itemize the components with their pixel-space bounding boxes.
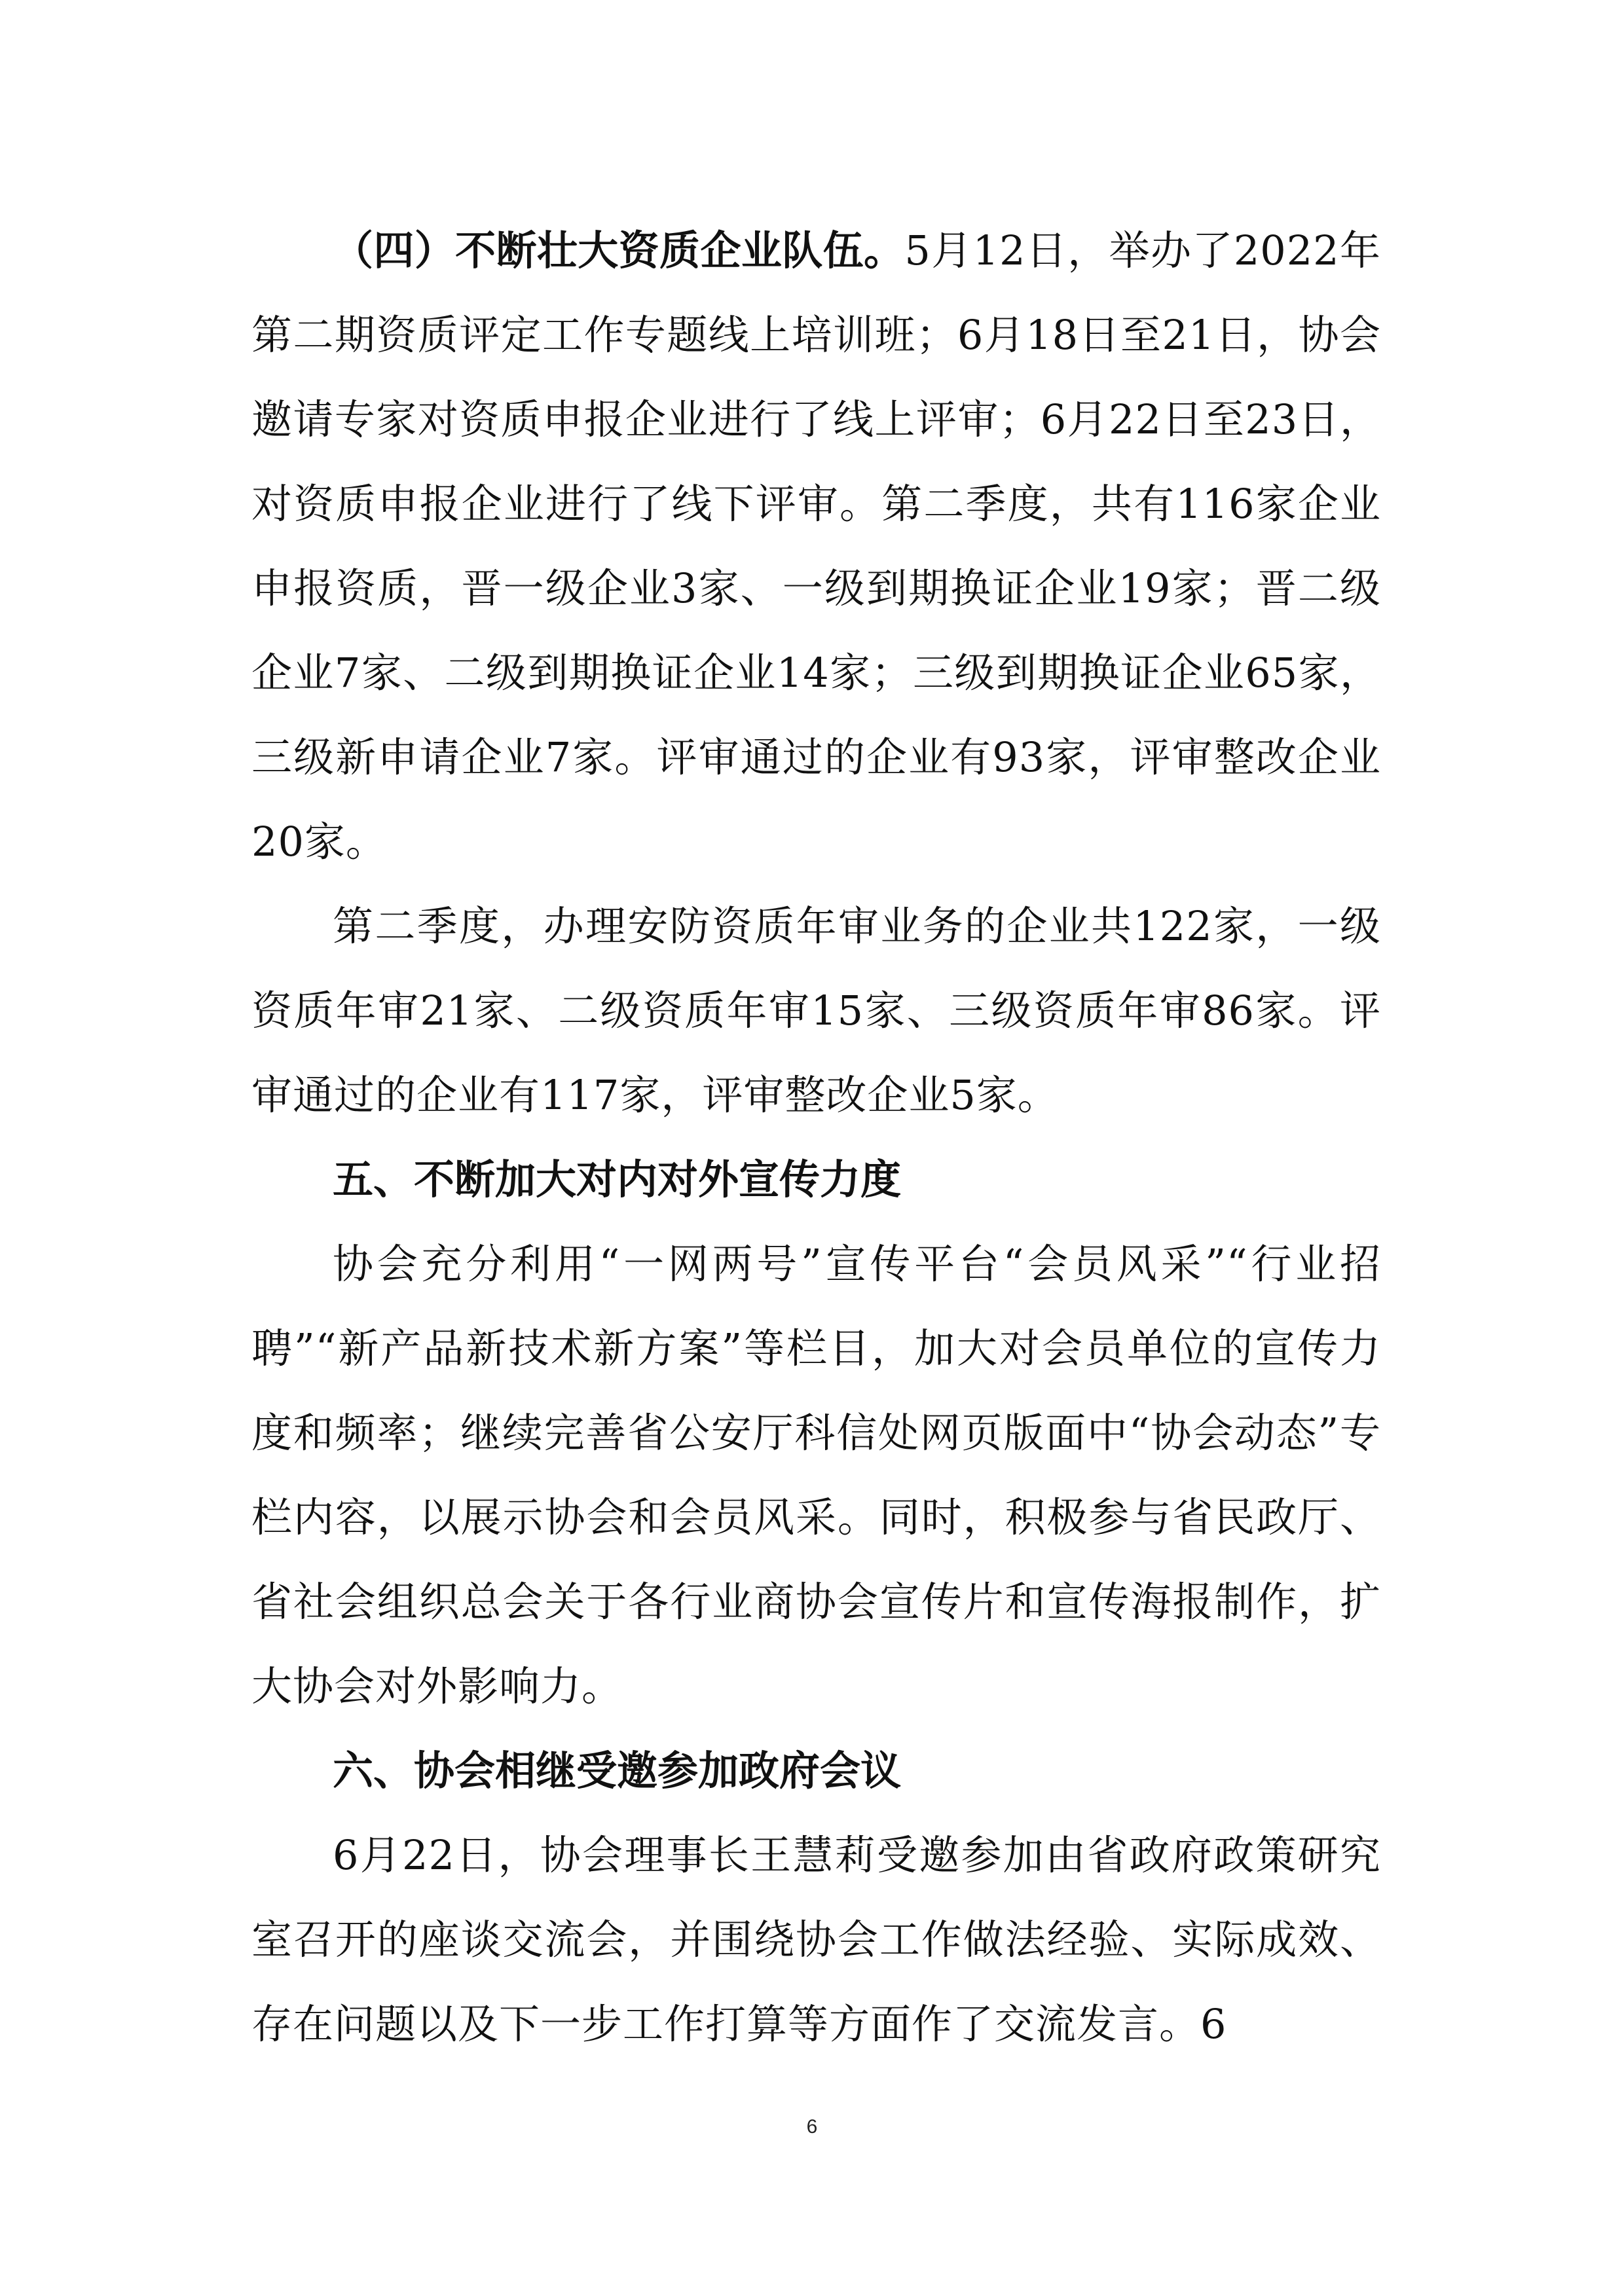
paragraph-text: 协会充分利用“一网两号”宣传平台“会员风采”“行业招聘”“新产品新技术新方案”等栏目，加大对会员单位的宣传力度和频率；继续完善省公安厅科信处网页版面中“协会动态”专栏内容，以展示协会和会员风采。同时，积极参与省民政厅、省社会组织总会关于各行业商协会宣传片和宣传海报制作，扩大协会对外影响力。 (251, 1240, 1381, 1710)
paragraph-text: 第二季度，办理安防资质年审业务的企业共122家，一级资质年审21家、二级资质年审15家、三级资质年审86家。评审通过的企业有117家，评审整改企业5家。 (251, 902, 1381, 1119)
paragraph-publicity (251, 1222, 1381, 1728)
page-number: 6 (806, 2116, 818, 2138)
paragraph-text: 5月12日，举办了2022年第二期资质评定工作专题线上培训班；6月18日至21日，协会邀请专家对资质申报企业进行了线上评审；6月22日至23日，对资质申报企业进行了线下评审。第二季度，共有116家企业申报资质，晋一级企业3家、一级到期换证企业19家；晋二级企业7家、二级到期换证企业14家；三级到期换证企业65家，三级新申请企业7家。评审通过的企业有93家，评审整改企业20家。 (251, 227, 1381, 866)
paragraph-annual-review (251, 884, 1381, 1137)
document-body (251, 208, 1381, 2066)
section-heading-publicity: 五、不断加大对内对外宣传力度 (333, 1156, 902, 1203)
paragraph-lead-heading: （四）不断壮大资质企业队伍。 (333, 227, 905, 274)
paragraph-government-meetings (251, 1813, 1381, 2066)
paragraph-text: 6月22日，协会理事长王慧莉受邀参加由省政府政策研究室召开的座谈交流会，并围绕协会工作做法经验、实际成效、存在问题以及下一步工作打算等方面作了交流发言。6 (251, 1831, 1381, 2048)
paragraph-qualification-enterprises (251, 208, 1381, 884)
section-heading-government-meetings: 六、协会相继受邀参加政府会议 (333, 1747, 902, 1795)
